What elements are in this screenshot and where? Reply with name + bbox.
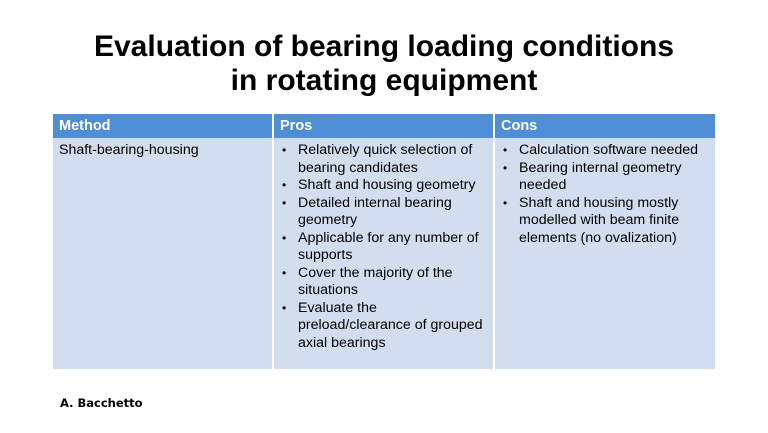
cons-item-text: Shaft and housing mostly modelled with beam finite elements (no ovalization)	[519, 194, 680, 246]
pros-item-text: Shaft and housing geometry	[298, 177, 476, 193]
list-item	[280, 265, 487, 300]
list-item	[280, 300, 487, 353]
bullet-icon: •	[282, 300, 287, 315]
list-item	[501, 195, 709, 248]
bullet-icon: •	[282, 195, 287, 210]
table-header-row	[53, 114, 715, 138]
bullet-icon: •	[282, 265, 287, 280]
cons-item-text: Bearing internal geometry needed	[519, 159, 682, 193]
list-item	[280, 177, 487, 195]
method-cell: Shaft-bearing-housing	[53, 138, 273, 369]
header-pros: Pros	[273, 114, 494, 138]
bullet-icon: •	[282, 230, 287, 245]
cons-cell	[494, 138, 715, 369]
cons-item-text: Calculation software needed	[519, 142, 699, 158]
comparison-table	[53, 114, 715, 369]
header-method: Method	[53, 114, 273, 138]
list-item	[280, 142, 487, 177]
slide-title	[0, 30, 768, 98]
slide-title-line-2: in rotating equipment	[230, 64, 538, 97]
slide-title-line-1: Evaluation of bearing loading conditions	[93, 30, 675, 63]
pros-cell	[273, 138, 494, 369]
list-item	[501, 160, 709, 195]
pros-item-text: Detailed internal bearing geometry	[298, 194, 452, 228]
bullet-icon: •	[282, 178, 287, 192]
bullet-icon: •	[282, 143, 287, 157]
pros-item-text: Relatively quick selection of bearing candidates	[298, 142, 473, 176]
pros-item-text: Evaluate the preload/clearance of grouped axial bearings	[298, 299, 483, 351]
list-item	[280, 230, 487, 265]
pros-item-text: Cover the majority of the situations	[298, 264, 453, 298]
bullet-icon: •	[503, 160, 508, 175]
pros-list	[280, 142, 487, 352]
cons-list	[501, 142, 709, 247]
pros-item-text: Applicable for any number of supports	[298, 229, 479, 263]
list-item	[280, 195, 487, 230]
bullet-icon: •	[503, 143, 508, 157]
list-item	[501, 142, 709, 160]
author-footer: A. Bacchetto	[60, 396, 143, 410]
bullet-icon: •	[503, 195, 508, 210]
table-row	[53, 138, 715, 369]
header-cons: Cons	[494, 114, 715, 138]
